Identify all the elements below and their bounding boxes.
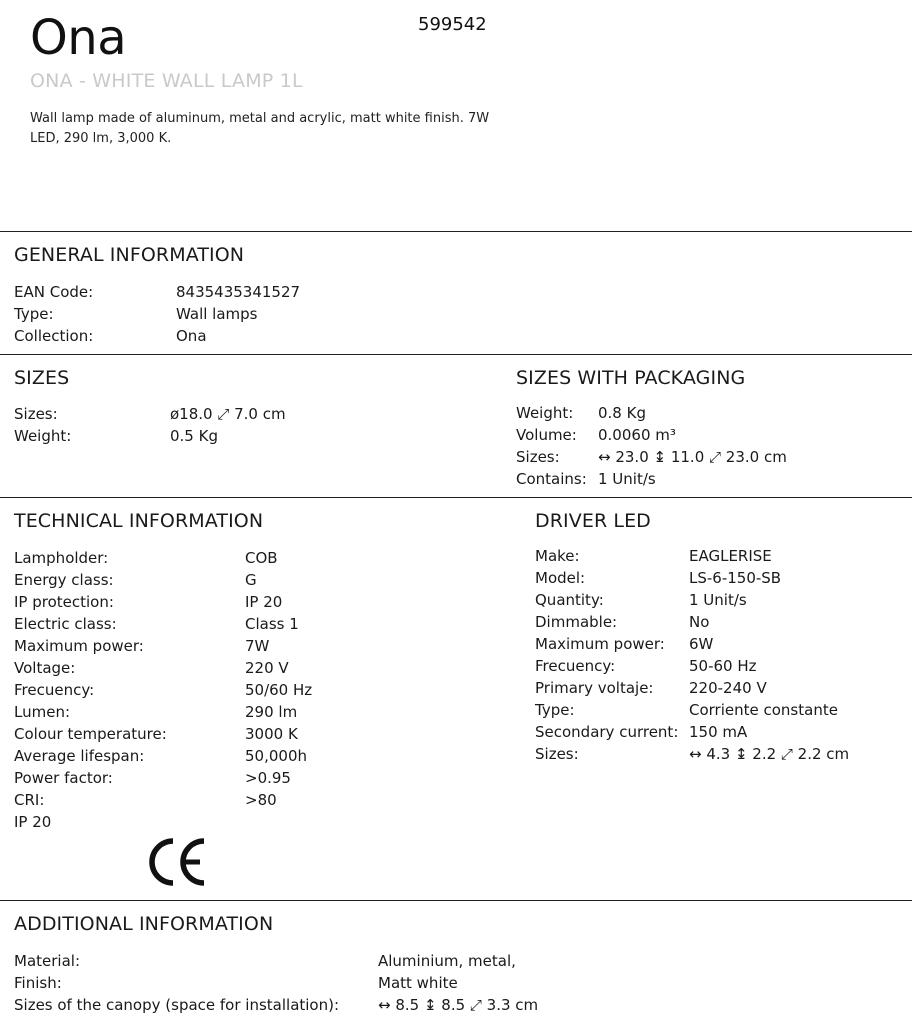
row-label: Finish: <box>14 974 62 992</box>
row-value: No <box>689 613 710 631</box>
row-label: Energy class: <box>14 571 114 589</box>
row-label: Frecuency: <box>14 681 95 699</box>
ce-mark-icon <box>146 836 210 888</box>
technical-row <box>14 635 494 657</box>
additional-row-canopy <box>14 994 614 1016</box>
row-label: Primary voltaje: <box>535 679 654 697</box>
row-label: Sizes: <box>14 405 58 423</box>
row-label: CRI: <box>14 791 45 809</box>
row-value: 150 mA <box>689 723 748 741</box>
general-row-ean <box>14 281 414 303</box>
product-subtitle: ONA - WHITE WALL LAMP 1L <box>30 70 303 92</box>
row-label: Make: <box>535 547 580 565</box>
sizes-heading: SIZES <box>14 367 70 389</box>
row-label: Sizes: <box>535 745 579 763</box>
row-label: Sizes of the canopy (space for installation): <box>14 996 340 1014</box>
row-value: 1 Unit/s <box>598 470 656 488</box>
additional-heading: ADDITIONAL INFORMATION <box>14 913 274 935</box>
packaging-row-volume <box>516 424 906 446</box>
row-label: Quantity: <box>535 591 604 609</box>
row-label: Type: <box>535 701 575 719</box>
product-description: Wall lamp made of aluminum, metal and acrylic, matt white finish. 7W LED, 290 lm, 3,000 K. <box>30 111 490 146</box>
row-value: 290 lm <box>245 703 298 721</box>
row-value: Matt white <box>378 974 458 992</box>
row-value: COB <box>245 549 278 567</box>
row-value: 50-60 Hz <box>689 657 757 675</box>
technical-row <box>14 789 494 811</box>
row-label: Frecuency: <box>535 657 616 675</box>
row-value: 0.0060 m³ <box>598 426 676 444</box>
row-label: Type: <box>14 305 54 323</box>
row-value: ↔ 23.0 ↨ 11.0 ⤢ 23.0 cm <box>598 448 787 466</box>
row-label: Material: <box>14 952 80 970</box>
technical-row <box>14 591 494 613</box>
section-divider <box>0 900 912 901</box>
row-label: Model: <box>535 569 586 587</box>
row-value: Wall lamps <box>176 305 258 323</box>
row-value: LS-6-150-SB <box>689 569 782 587</box>
driver-row <box>535 699 907 721</box>
row-label: Dimmable: <box>535 613 618 631</box>
row-value: Aluminium, metal, <box>378 952 516 970</box>
technical-row <box>14 679 494 701</box>
row-label: Weight: <box>14 427 72 445</box>
row-label: Electric class: <box>14 615 117 633</box>
row-value: ↔ 4.3 ↨ 2.2 ⤢ 2.2 cm <box>689 745 850 763</box>
driver-row <box>535 677 907 699</box>
product-reference: 599542 <box>418 14 487 35</box>
technical-heading: TECHNICAL INFORMATION <box>14 510 264 532</box>
row-value: 220-240 V <box>689 679 767 697</box>
general-row-collection <box>14 325 414 347</box>
packaging-heading: SIZES WITH PACKAGING <box>516 367 746 389</box>
packaging-row-weight <box>516 402 906 424</box>
row-value: >80 <box>245 791 277 809</box>
row-value: G <box>245 571 257 589</box>
technical-row <box>14 701 494 723</box>
row-label: Maximum power: <box>535 635 665 653</box>
section-divider <box>0 497 912 498</box>
additional-row-finish <box>14 972 614 994</box>
technical-row <box>14 723 494 745</box>
row-label: Sizes: <box>516 448 560 466</box>
sizes-row-weight <box>14 425 414 447</box>
driver-row <box>535 589 907 611</box>
driver-row <box>535 611 907 633</box>
technical-row <box>14 569 494 591</box>
sizes-row-sizes <box>14 403 414 425</box>
row-label: Contains: <box>516 470 587 488</box>
driver-heading: DRIVER LED <box>535 510 651 532</box>
row-value: Class 1 <box>245 615 299 633</box>
row-value: 8435435341527 <box>176 283 301 301</box>
row-value: Corriente constante <box>689 701 838 719</box>
row-value: 50/60 Hz <box>245 681 313 699</box>
row-label: EAN Code: <box>14 283 94 301</box>
row-value: 1 Unit/s <box>689 591 747 609</box>
general-row-type <box>14 303 414 325</box>
row-value: ↔ 8.5 ↨ 8.5 ⤢ 3.3 cm <box>378 996 539 1014</box>
row-label: Secondary current: <box>535 723 679 741</box>
row-label: IP 20 <box>14 813 52 831</box>
technical-row <box>14 811 494 833</box>
row-value: 50,000h <box>245 747 307 765</box>
technical-row <box>14 547 494 569</box>
technical-row <box>14 767 494 789</box>
driver-row <box>535 721 907 743</box>
row-value: >0.95 <box>245 769 291 787</box>
row-value: EAGLERISE <box>689 547 772 565</box>
packaging-row-sizes <box>516 446 906 468</box>
row-value: 0.8 Kg <box>598 404 646 422</box>
row-label: Collection: <box>14 327 94 345</box>
row-label: Maximum power: <box>14 637 144 655</box>
row-label: Average lifespan: <box>14 747 145 765</box>
row-value: 220 V <box>245 659 289 677</box>
technical-row <box>14 657 494 679</box>
driver-row <box>535 743 907 765</box>
row-value: Ona <box>176 327 207 345</box>
technical-row <box>14 745 494 767</box>
section-divider <box>0 354 912 355</box>
row-value: 7W <box>245 637 270 655</box>
row-label: Weight: <box>516 404 574 422</box>
row-value: 0.5 Kg <box>170 427 218 445</box>
driver-row <box>535 545 907 567</box>
row-value: 6W <box>689 635 714 653</box>
row-value: IP 20 <box>245 593 283 611</box>
row-label: Voltage: <box>14 659 76 677</box>
driver-row <box>535 655 907 677</box>
technical-row <box>14 613 494 635</box>
row-label: Volume: <box>516 426 577 444</box>
row-value: 3000 K <box>245 725 298 743</box>
additional-row-material <box>14 950 614 972</box>
row-label: Colour temperature: <box>14 725 167 743</box>
product-title: Ona <box>30 10 127 66</box>
general-info-heading: GENERAL INFORMATION <box>14 244 245 266</box>
row-label: IP protection: <box>14 593 114 611</box>
packaging-row-contains <box>516 468 906 490</box>
driver-row <box>535 633 907 655</box>
row-label: Power factor: <box>14 769 113 787</box>
row-label: Lumen: <box>14 703 71 721</box>
section-divider <box>0 231 912 232</box>
row-value: ø18.0 ⤢ 7.0 cm <box>170 405 286 423</box>
driver-row <box>535 567 907 589</box>
row-label: Lampholder: <box>14 549 109 567</box>
